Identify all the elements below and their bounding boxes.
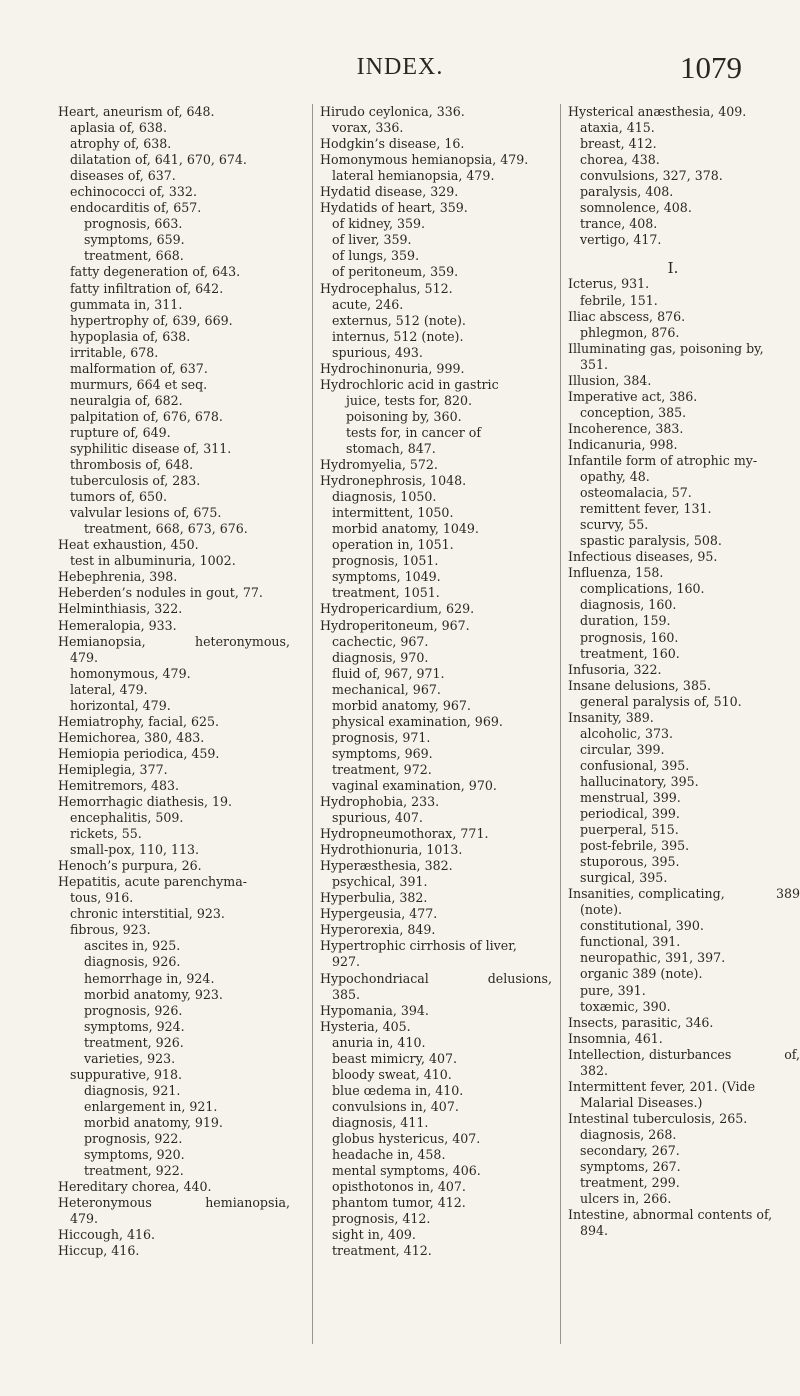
index-subentry: ascites in, 925. bbox=[84, 938, 181, 954]
index-subentry: stuporous, 395. bbox=[580, 854, 680, 870]
index-entry bbox=[568, 1047, 800, 1063]
index-entry: Hypomania, 394. bbox=[320, 1002, 429, 1018]
index-subentry: convulsions in, 407. bbox=[332, 1098, 459, 1114]
index-entry-part: of, bbox=[784, 1046, 800, 1062]
index-entry: Hydropericardium, 629. bbox=[320, 601, 475, 617]
index-subentry: secondary, 267. bbox=[580, 1143, 680, 1158]
index-subentry: morbid anatomy, 923. bbox=[84, 986, 223, 1002]
index-subentry: treatment, 972. bbox=[332, 761, 432, 777]
index-subentry: ataxia, 415. bbox=[580, 120, 655, 136]
index-column-right bbox=[560, 104, 800, 1344]
index-subentry: spurious, 407. bbox=[332, 810, 423, 826]
index-entry: Hemiplegia, 377. bbox=[58, 761, 168, 777]
index-subentry: duration, 159. bbox=[580, 613, 671, 629]
index-subentry: treatment, 160. bbox=[580, 645, 680, 661]
index-subentry: valvular lesions of, 675. bbox=[70, 505, 222, 521]
index-entry-part: Heteronymous bbox=[58, 1195, 152, 1211]
index-subentry: complications, 160. bbox=[580, 581, 705, 597]
index-entry: Insomnia, 461. bbox=[568, 1030, 663, 1046]
index-subentry: Malarial Diseases.) bbox=[580, 1094, 703, 1110]
index-entry: Henoch’s purpura, 26. bbox=[58, 858, 202, 874]
index-subentry: symptoms, 969. bbox=[332, 745, 433, 761]
index-subentry: 385. bbox=[332, 986, 361, 1002]
index-subentry: 894. bbox=[580, 1223, 609, 1239]
index-subentry: externus, 512 (note). bbox=[332, 312, 466, 328]
index-subentry: spastic paralysis, 508. bbox=[580, 533, 722, 549]
index-subentry: breast, 412. bbox=[580, 136, 657, 152]
index-subentry: diagnosis, 160. bbox=[580, 597, 677, 613]
index-entry-part: Hemianopsia, bbox=[58, 633, 146, 649]
index-subentry: treatment, 412. bbox=[332, 1243, 432, 1259]
index-entry bbox=[568, 886, 800, 902]
index-subentry: dilatation of, 641, 670, 674. bbox=[70, 152, 247, 168]
index-entry-part: Intellection, disturbances bbox=[568, 1046, 732, 1062]
section-spacer bbox=[568, 248, 800, 260]
index-subentry: tuberculosis of, 283. bbox=[70, 473, 201, 489]
index-subentry: symptoms, 659. bbox=[84, 232, 185, 248]
index-entry bbox=[320, 971, 552, 987]
index-subentry: operation in, 1051. bbox=[332, 537, 454, 553]
index-entry: Hereditary chorea, 440. bbox=[58, 1179, 212, 1195]
index-subentry: juice, tests for, 820. bbox=[346, 392, 472, 408]
index-subentry: phlegmon, 876. bbox=[580, 324, 680, 340]
index-subentry: rupture of, 649. bbox=[70, 424, 171, 440]
index-subentry: mechanical, 967. bbox=[332, 681, 441, 697]
index-subentry: 927. bbox=[332, 954, 361, 970]
index-subentry: 351. bbox=[580, 356, 609, 372]
index-entry: Insanity, 389. bbox=[568, 709, 654, 725]
index-subentry: thrombosis of, 648. bbox=[70, 457, 194, 473]
index-entry-part: Insanities, complicating, bbox=[568, 886, 725, 902]
index-subentry: endocarditis of, 657. bbox=[70, 200, 202, 216]
index-entry: Hydrothionuria, 1013. bbox=[320, 842, 463, 858]
index-subentry: (note). bbox=[580, 902, 623, 918]
index-subentry: hallucinatory, 395. bbox=[580, 773, 699, 789]
index-subentry: diagnosis, 926. bbox=[84, 954, 181, 970]
index-subentry: confusional, 395. bbox=[580, 757, 690, 773]
index-subentry: bloody sweat, 410. bbox=[332, 1066, 452, 1082]
index-entry: Indicanuria, 998. bbox=[568, 436, 678, 452]
index-subentry: remittent fever, 131. bbox=[580, 501, 712, 517]
index-subentry: toxæmic, 390. bbox=[580, 998, 671, 1014]
index-entry: Insane delusions, 385. bbox=[568, 677, 711, 693]
index-subentry: irritable, 678. bbox=[70, 344, 159, 360]
index-subentry: hypertrophy of, 639, 669. bbox=[70, 312, 233, 328]
page-header bbox=[0, 50, 800, 94]
index-entry: Hysteria, 405. bbox=[320, 1018, 411, 1034]
index-subentry: somnolence, 408. bbox=[580, 200, 692, 216]
index-subentry: psychical, 391. bbox=[332, 874, 428, 890]
index-subentry: tumors of, 650. bbox=[70, 489, 168, 505]
index-subentry: test in albuminuria, 1002. bbox=[70, 553, 236, 569]
index-entry-part: 389 bbox=[775, 886, 800, 902]
index-entry: Hypergeusia, 477. bbox=[320, 906, 438, 922]
index-entry: Hydatids of heart, 359. bbox=[320, 200, 468, 216]
index-subentry: opisthotonos in, 407. bbox=[332, 1179, 466, 1195]
index-subentry: prognosis, 971. bbox=[332, 729, 431, 745]
index-entry: Hydrochloric acid in gastric bbox=[320, 376, 499, 392]
index-subentry: post-febrile, 395. bbox=[580, 838, 690, 854]
index-subentry: small-pox, 110, 113. bbox=[70, 842, 200, 858]
index-subentry: prognosis, 1051. bbox=[332, 553, 439, 569]
page-number: 1079 bbox=[680, 50, 742, 85]
index-subentry: spurious, 493. bbox=[332, 344, 423, 360]
index-subentry: trance, 408. bbox=[580, 216, 658, 232]
index-entry: Hodgkin’s disease, 16. bbox=[320, 136, 465, 152]
index-subentry: treatment, 1051. bbox=[332, 585, 440, 601]
index-entry: Infantile form of atrophic my- bbox=[568, 452, 758, 468]
index-subentry: chronic interstitial, 923. bbox=[70, 906, 225, 922]
index-entry-part: heteronymous, bbox=[194, 633, 290, 649]
index-subentry: treatment, 299. bbox=[580, 1175, 680, 1191]
index-subentry: prognosis, 160. bbox=[580, 629, 679, 645]
index-entry: Hemorrhagic diathesis, 19. bbox=[58, 794, 232, 810]
index-subentry: symptoms, 920. bbox=[84, 1147, 185, 1163]
index-entry: Hyperbulia, 382. bbox=[320, 890, 428, 906]
index-subentry: symptoms, 1049. bbox=[332, 569, 441, 585]
index-subentry: enlargement in, 921. bbox=[84, 1098, 218, 1114]
index-entry-part: delusions, bbox=[487, 970, 552, 986]
index-subentry: blue œdema in, 410. bbox=[332, 1082, 464, 1098]
index-entry: Hydatid disease, 329. bbox=[320, 184, 459, 200]
index-subentry: cachectic, 967. bbox=[332, 633, 429, 649]
index-entry: Hydronephrosis, 1048. bbox=[320, 473, 467, 489]
index-subentry: prognosis, 922. bbox=[84, 1131, 183, 1146]
index-entry: Hydrophobia, 233. bbox=[320, 794, 440, 810]
index-subentry: vaginal examination, 970. bbox=[332, 777, 497, 793]
index-entry: Hysterical anæsthesia, 409. bbox=[568, 104, 747, 119]
index-subentry: organic 389 (note). bbox=[580, 966, 703, 982]
index-entry: Infusoria, 322. bbox=[568, 661, 662, 677]
index-entry: Iliac abscess, 876. bbox=[568, 308, 686, 324]
index-subentry: menstrual, 399. bbox=[580, 789, 681, 805]
index-subentry: prognosis, 926. bbox=[84, 1002, 183, 1018]
index-subentry: 479. bbox=[70, 649, 99, 665]
index-subentry: symptoms, 267. bbox=[580, 1159, 681, 1175]
index-entry: Hydromyelia, 572. bbox=[320, 457, 438, 473]
index-subentry: horizontal, 479. bbox=[70, 697, 171, 713]
index-entry: Hemiopia periodica, 459. bbox=[58, 745, 220, 761]
index-subentry: hemorrhage in, 924. bbox=[84, 970, 215, 986]
index-subentry: 479. bbox=[70, 1211, 99, 1227]
index-subentry: mental symptoms, 406. bbox=[332, 1163, 481, 1179]
index-entry: Hydrochinonuria, 999. bbox=[320, 360, 465, 376]
index-entry: Hiccup, 416. bbox=[58, 1243, 140, 1259]
index-subentry: scurvy, 55. bbox=[580, 517, 649, 533]
index-subentry: fluid of, 967, 971. bbox=[332, 665, 445, 681]
index-entry: Homonymous hemianopsia, 479. bbox=[320, 152, 529, 168]
index-subentry: of kidney, 359. bbox=[332, 216, 426, 232]
index-entry: Hypertrophic cirrhosis of liver, bbox=[320, 938, 517, 954]
index-subentry: globus hystericus, 407. bbox=[332, 1131, 481, 1146]
index-subentry: neuralgia of, 682. bbox=[70, 392, 183, 408]
section-letter: I. bbox=[667, 259, 679, 278]
index-subentry: atrophy of, 638. bbox=[70, 136, 172, 152]
index-column-middle bbox=[312, 104, 560, 1344]
index-subentry: fibrous, 923. bbox=[70, 922, 151, 938]
index-entry: Insects, parasitic, 346. bbox=[568, 1014, 714, 1030]
index-subentry: syphilitic disease of, 311. bbox=[70, 440, 232, 456]
index-subentry: beast mimicry, 407. bbox=[332, 1050, 458, 1066]
index-entry bbox=[58, 1195, 290, 1211]
index-subentry: sight in, 409. bbox=[332, 1227, 416, 1243]
index-subentry: intermittent, 1050. bbox=[332, 505, 454, 521]
index-entry: Hebephrenia, 398. bbox=[58, 569, 178, 585]
index-subentry: osteomalacia, 57. bbox=[580, 485, 692, 501]
index-subentry: general paralysis of, 510. bbox=[580, 693, 742, 709]
index-subentry: morbid anatomy, 1049. bbox=[332, 521, 479, 537]
index-entry: Intermittent fever, 201. (Vide bbox=[568, 1078, 756, 1094]
index-entry: Hemitremors, 483. bbox=[58, 777, 179, 793]
index-subentry: vorax, 336. bbox=[332, 120, 404, 136]
index-subentry: poisoning by, 360. bbox=[346, 408, 462, 424]
index-subentry: morbid anatomy, 919. bbox=[84, 1114, 223, 1130]
index-entry: Hiccough, 416. bbox=[58, 1227, 156, 1243]
index-subentry: treatment, 922. bbox=[84, 1163, 184, 1179]
index-entry: Hydropneumothorax, 771. bbox=[320, 826, 489, 842]
index-subentry: febrile, 151. bbox=[580, 292, 658, 308]
index-subentry: headache in, 458. bbox=[332, 1147, 446, 1163]
index-subentry: morbid anatomy, 967. bbox=[332, 697, 471, 713]
index-subentry: gummata in, 311. bbox=[70, 296, 183, 312]
index-column-left bbox=[58, 104, 298, 1259]
index-subentry: physical examination, 969. bbox=[332, 713, 503, 729]
index-subentry: of peritoneum, 359. bbox=[332, 264, 459, 280]
index-subentry: vertigo, 417. bbox=[580, 232, 662, 248]
index-subentry: internus, 512 (note). bbox=[332, 328, 464, 344]
index-subentry: anuria in, 410. bbox=[332, 1034, 426, 1050]
index-subentry: chorea, 438. bbox=[580, 152, 660, 168]
index-subentry: phantom tumor, 412. bbox=[332, 1195, 466, 1211]
index-entry: Hirudo ceylonica, 336. bbox=[320, 104, 465, 119]
index-subentry: prognosis, 663. bbox=[84, 216, 183, 232]
index-subentry: rickets, 55. bbox=[70, 826, 142, 842]
index-entry: Infectious diseases, 95. bbox=[568, 549, 718, 565]
page-title: INDEX. bbox=[356, 54, 444, 80]
index-subentry: suppurative, 918. bbox=[70, 1066, 183, 1082]
index-subentry: 382. bbox=[580, 1062, 609, 1078]
index-subentry: tous, 916. bbox=[70, 890, 134, 906]
index-subentry: treatment, 926. bbox=[84, 1034, 184, 1050]
index-entry: Hemiatrophy, facial, 625. bbox=[58, 713, 220, 729]
index-subentry: puerperal, 515. bbox=[580, 822, 679, 838]
index-subentry: encephalitis, 509. bbox=[70, 810, 184, 826]
index-subentry: tests for, in cancer of bbox=[346, 424, 481, 440]
index-subentry: periodical, 399. bbox=[580, 806, 680, 822]
index-subentry: symptoms, 924. bbox=[84, 1018, 185, 1034]
index-subentry: stomach, 847. bbox=[346, 440, 436, 456]
index-subentry: palpitation of, 676, 678. bbox=[70, 408, 223, 424]
index-entry bbox=[58, 634, 290, 650]
index-subentry: circular, 399. bbox=[580, 741, 665, 757]
index-subentry: acute, 246. bbox=[332, 296, 404, 312]
index-subentry: treatment, 668, 673, 676. bbox=[84, 521, 248, 537]
index-subentry: diagnosis, 411. bbox=[332, 1114, 429, 1130]
index-subentry: alcoholic, 373. bbox=[580, 725, 674, 741]
index-subentry: of liver, 359. bbox=[332, 232, 412, 248]
index-entry: Illusion, 384. bbox=[568, 372, 652, 388]
index-entry: Hepatitis, acute parenchyma- bbox=[58, 874, 247, 890]
index-entry: Intestinal tuberculosis, 265. bbox=[568, 1110, 748, 1126]
index-subentry: pure, 391. bbox=[580, 982, 646, 998]
index-entry: Helminthiasis, 322. bbox=[58, 601, 183, 617]
index-entry: Hydrocephalus, 512. bbox=[320, 280, 453, 296]
index-subentry: functional, 391. bbox=[580, 934, 681, 950]
index-subentry: conception, 385. bbox=[580, 404, 687, 420]
index-subentry: echinococci of, 332. bbox=[70, 184, 197, 200]
index-entry: Hydroperitoneum, 967. bbox=[320, 617, 470, 633]
index-subentry: diagnosis, 1050. bbox=[332, 489, 437, 505]
index-subentry: hypoplasia of, 638. bbox=[70, 328, 191, 344]
index-subentry: diseases of, 637. bbox=[70, 168, 176, 184]
index-entry: Heart, aneurism of, 648. bbox=[58, 104, 215, 119]
index-entry-part: Hypochondriacal bbox=[320, 970, 429, 986]
index-entry: Imperative act, 386. bbox=[568, 388, 698, 404]
index-entry: Icterus, 931. bbox=[568, 276, 650, 292]
index-subentry: opathy, 48. bbox=[580, 469, 650, 485]
index-entry: Intestine, abnormal contents of, bbox=[568, 1207, 773, 1223]
index-entry-part: hemianopsia, bbox=[205, 1195, 290, 1211]
index-subentry: surgical, 395. bbox=[580, 870, 668, 886]
index-entry: Illuminating gas, poisoning by, bbox=[568, 340, 764, 356]
index-subentry: lateral hemianopsia, 479. bbox=[332, 168, 495, 184]
index-subentry: fatty degeneration of, 643. bbox=[70, 264, 241, 280]
index-entry: Hemeralopia, 933. bbox=[58, 617, 177, 633]
index-subentry: fatty infiltration of, 642. bbox=[70, 280, 224, 296]
index-entry: Influenza, 158. bbox=[568, 565, 664, 581]
index-subentry: prognosis, 412. bbox=[332, 1211, 431, 1227]
index-subentry: constitutional, 390. bbox=[580, 918, 704, 934]
index-subentry: paralysis, 408. bbox=[580, 184, 674, 200]
index-subentry: varieties, 923. bbox=[84, 1050, 176, 1066]
index-entry: Hyperorexia, 849. bbox=[320, 922, 436, 938]
index-entry: Heat exhaustion, 450. bbox=[58, 537, 199, 553]
index-entry: Hemichorea, 380, 483. bbox=[58, 729, 205, 745]
index-subentry: of lungs, 359. bbox=[332, 248, 420, 264]
index-subentry: treatment, 668. bbox=[84, 248, 184, 264]
index-entry: Hyperæsthesia, 382. bbox=[320, 858, 453, 874]
index-subentry: diagnosis, 921. bbox=[84, 1082, 181, 1098]
index-subentry: diagnosis, 970. bbox=[332, 649, 429, 665]
index-subentry: diagnosis, 268. bbox=[580, 1126, 677, 1142]
index-entry: Heberden’s nodules in gout, 77. bbox=[58, 585, 263, 601]
index-subentry: ulcers in, 266. bbox=[580, 1191, 672, 1207]
index-subentry: murmurs, 664 et seq. bbox=[70, 376, 208, 392]
index-subentry: convulsions, 327, 378. bbox=[580, 168, 723, 184]
index-subentry: malformation of, 637. bbox=[70, 360, 208, 376]
index-entry: Incoherence, 383. bbox=[568, 420, 684, 436]
index-subentry: aplasia of, 638. bbox=[70, 120, 167, 136]
index-subentry: lateral, 479. bbox=[70, 681, 148, 697]
index-subentry: homonymous, 479. bbox=[70, 665, 191, 681]
index-subentry: neuropathic, 391, 397. bbox=[580, 950, 726, 966]
